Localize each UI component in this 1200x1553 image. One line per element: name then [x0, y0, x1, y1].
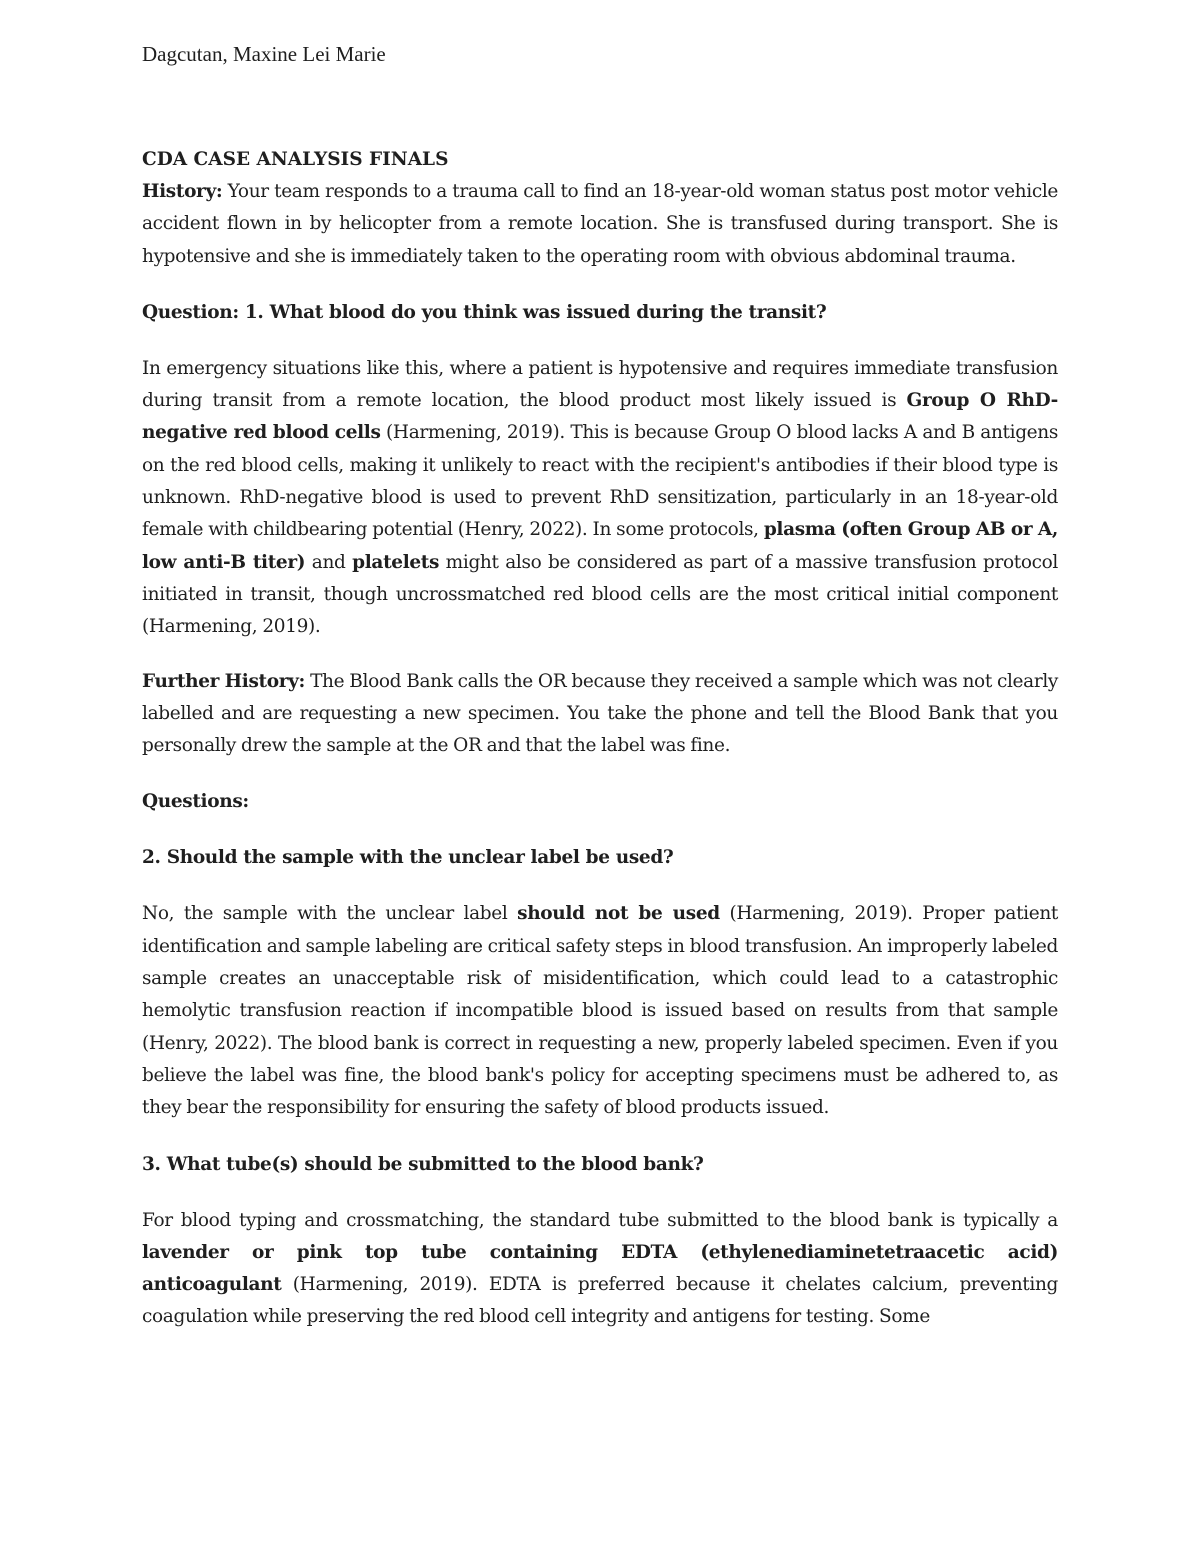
question-3-heading: 3. What tube(s) should be submitted to the blood bank?: [142, 1153, 704, 1175]
history-text: Your team responds to a trauma call to find an 18-year-old woman status post motor vehicle accident flown in by helicopter from a remote location. She is transfused during transport. She is hypotensive and she is immediately taken to the operating room with obvious abdominal trauma.: [142, 181, 1058, 267]
history-label: History:: [142, 181, 223, 202]
answer-1-bold-2: plasma (often Group AB or A, low anti-B titer): [142, 519, 1058, 573]
answer-3-text-1: For blood typing and crossmatching, the standard tube submitted to the blood bank is typically a: [142, 1209, 1058, 1231]
answer-3-text-2: (Harmening, 2019). EDTA is preferred because it chelates calcium, preventing coagulation while preserving the red blood cell integrity and antigens for testing. Some: [142, 1274, 1058, 1328]
answer-1-text-4: might also be considered as part of a massive transfusion protocol initiated in transit, though uncrossmatched red blood cells are the most critical initial component (Harmening, 2019).: [142, 551, 1058, 638]
question-2-heading: 2. Should the sample with the unclear label be used?: [142, 847, 674, 869]
answer-2-text-2: (Harmening, 2019). Proper patient identification and sample labeling are critical safety steps in blood transfusion. An improperly labeled sample creates an unacceptable risk of misidentification, which could lead to a catastrophic hemolytic transfusion reaction if incompatible blood is issued based on results from that sample (Henry, 2022). The blood bank is correct in requesting a new, properly labeled specimen. Even if you believe the label was fine, the blood bank's policy for accepting specimens must be adhered to, as they bear the responsibility for ensuring the safety of blood products issued.: [142, 903, 1058, 1119]
answer-2-text-1: No, the sample with the unclear label: [142, 903, 518, 925]
author-name: Dagcutan, Maxine Lei Marie: [142, 42, 386, 66]
answer-1-text-2: (Harmening, 2019). This is because Group O blood lacks A and B antigens on the red blood cells, making it unlikely to react with the recipient's antibodies if their blood type is unknown. RhD-negative blood is used to prevent RhD sensitization, particularly in an 18-year-old female with childbearing potential (Henry, 2022). In some protocols,: [142, 422, 1058, 541]
answer-1-text-3: and: [305, 551, 353, 573]
document-page: [142, 40, 1058, 1334]
answer-3-paragraph: [142, 1205, 1058, 1334]
questions-label: Questions:: [142, 791, 249, 813]
history-paragraph: [142, 176, 1058, 273]
answer-2-paragraph: [142, 898, 1058, 1124]
further-history-paragraph: [142, 666, 1058, 763]
answer-1-bold-1: Group O RhD-negative red blood cells: [142, 390, 1058, 444]
document-title: CDA CASE ANALYSIS FINALS: [142, 149, 449, 170]
answer-1-bold-3: platelets: [352, 551, 440, 573]
answer-3-bold-1: lavender or pink top tube containing EDTA (ethylenediaminetetraacetic acid) anticoagulant: [142, 1241, 1058, 1296]
answer-1-paragraph: [142, 353, 1058, 644]
answer-1-text-1: In emergency situations like this, where a patient is hypotensive and requires immediate transfusion during transit from a remote location, the blood product most likely issued is: [142, 357, 1058, 412]
question-1-heading: Question: 1. What blood do you think was issued during the transit?: [142, 301, 827, 323]
answer-2-bold-1: should not be used: [517, 903, 720, 925]
further-history-text: The Blood Bank calls the OR because they received a sample which was not clearly labelled and are requesting a new specimen. You take the phone and tell the Blood Bank that you personally drew the sample at the OR and that the label was fine.: [142, 670, 1058, 757]
further-history-label: Further History:: [142, 670, 306, 692]
